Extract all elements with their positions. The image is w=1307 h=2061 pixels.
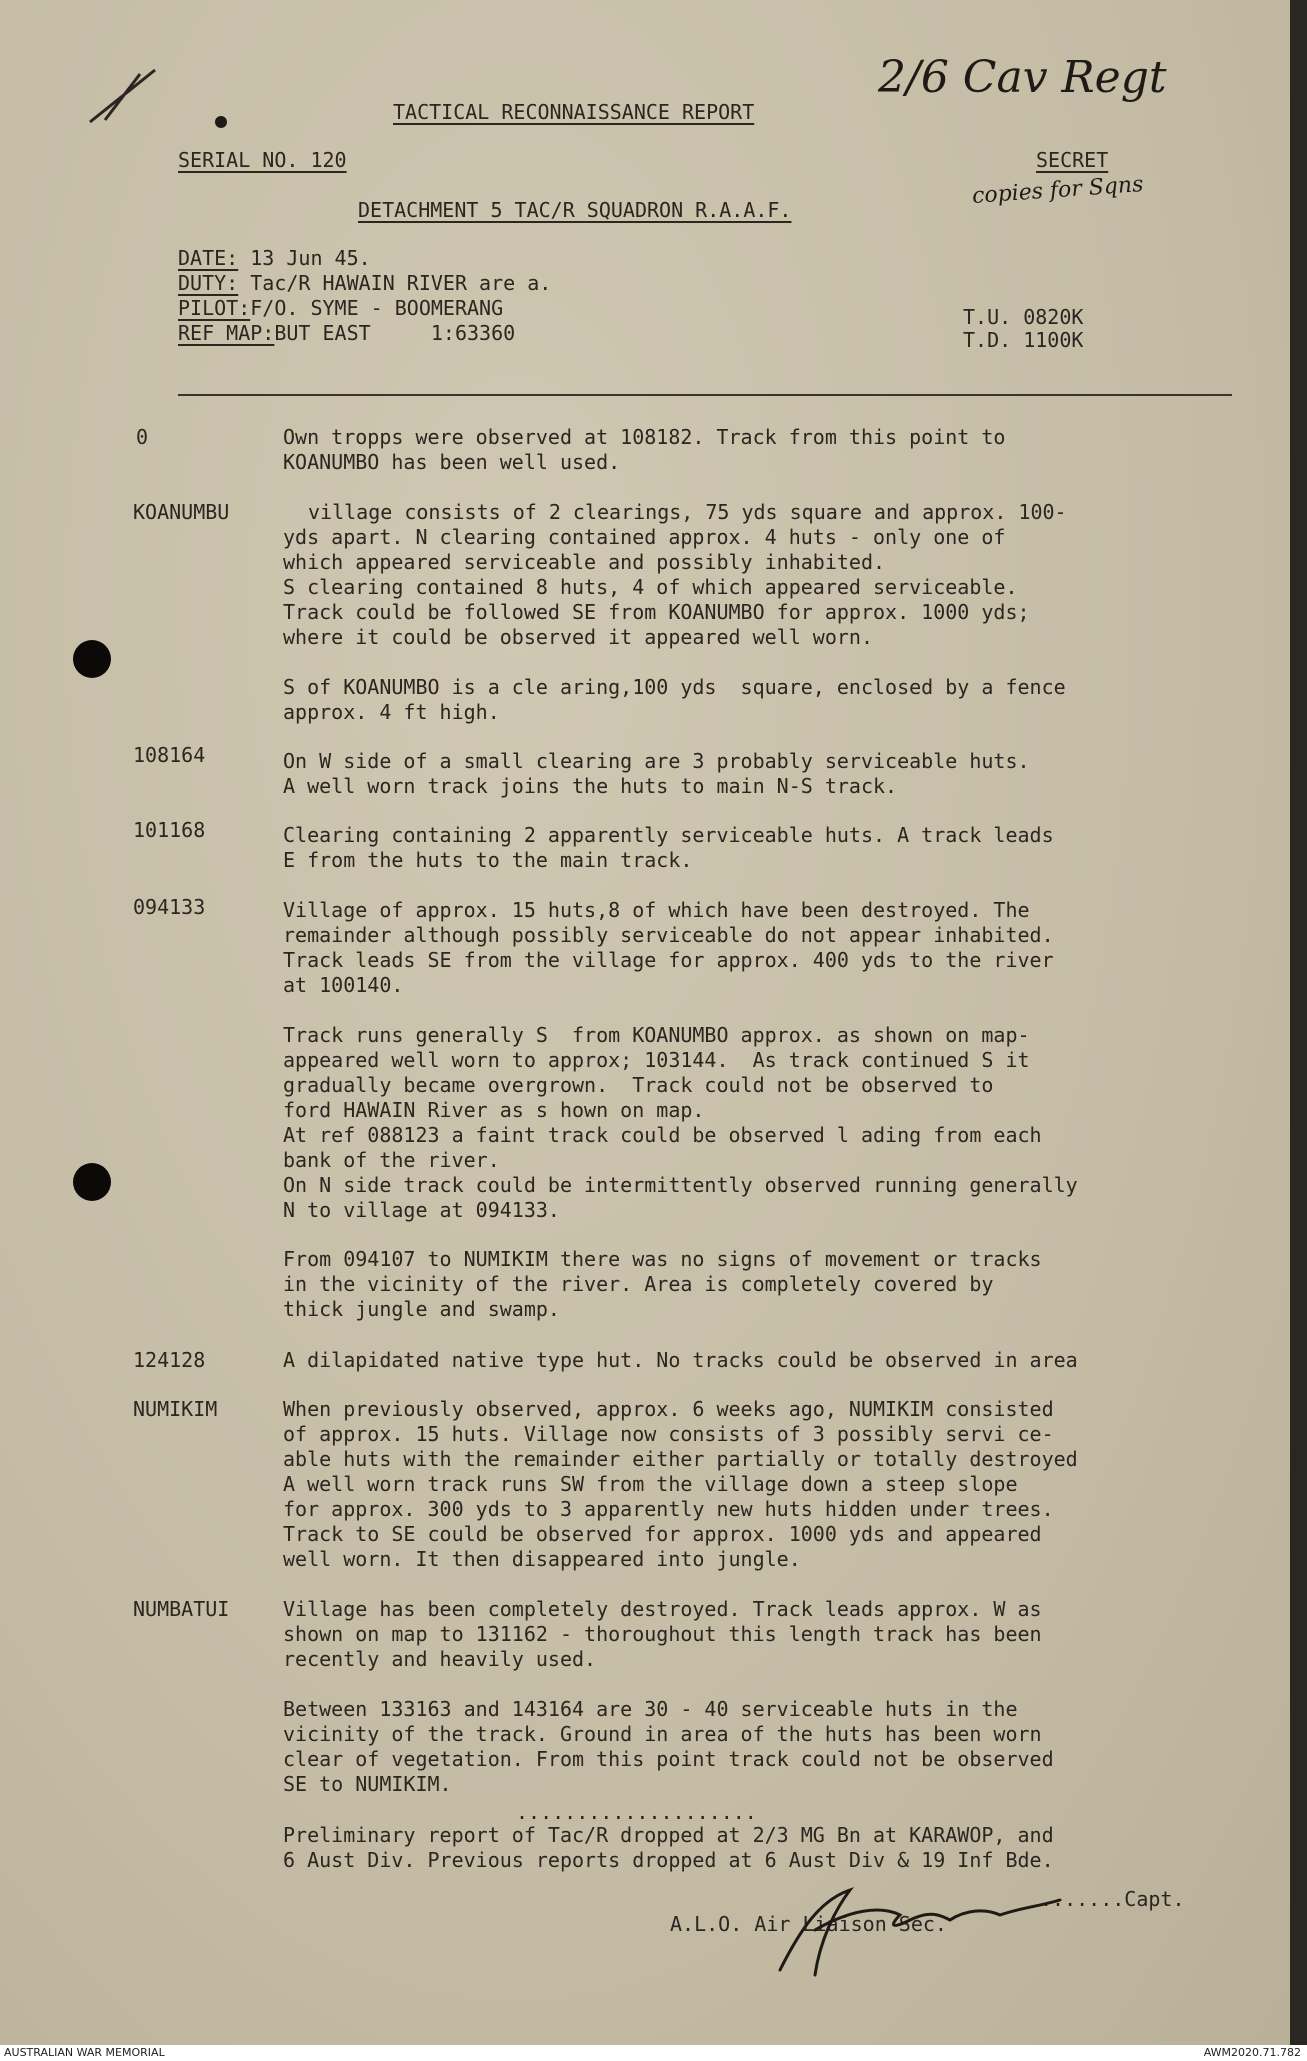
text-line: vicinity of the track. Ground in area of the huts has been worn — [283, 1722, 1042, 1746]
text-line: Track leads SE from the village for approx. 400 yds to the river — [283, 948, 1054, 972]
text-line: Clearing containing 2 apparently serviceable huts. A track leads — [283, 823, 1054, 847]
text-line: approx. 4 ft high. — [283, 700, 500, 724]
entry-text — [283, 823, 1054, 873]
text-line: A dilapidated native type hut. No tracks could be observed in area — [283, 1348, 1078, 1372]
entry-ref: 124128 — [133, 1348, 206, 1372]
entry-ref: 101168 — [133, 818, 206, 842]
touchdown-time: T.D. 1100K — [963, 328, 1084, 352]
footer-accession-number: AWM2020.71.782 — [1203, 2046, 1301, 2059]
ink-blot — [212, 112, 232, 132]
entry-ref: NUMBATUI — [133, 1597, 230, 1621]
header-divider — [178, 394, 1232, 396]
unit-line: DETACHMENT 5 TAC/R SQUADRON R.A.A.F. — [358, 198, 792, 222]
entry-text — [283, 1697, 1054, 1797]
text-line: N to village at 094133. — [283, 1198, 560, 1222]
text-line: shown on map to 131162 - thoroughout this length track has been — [283, 1622, 1042, 1646]
text-line: where it could be observed it appeared well worn. — [283, 625, 874, 649]
text-line: Preliminary report of Tac/R dropped at 2/3 MG Bn at KARAWOP, and — [283, 1823, 1054, 1847]
takeoff-time: T.U. 0820K — [963, 305, 1084, 329]
pilot-line — [178, 296, 503, 321]
entry-text — [283, 1023, 1078, 1223]
text-line: SE to NUMIKIM. — [283, 1772, 452, 1796]
handwritten-signature — [740, 1870, 1070, 1990]
entry-text — [283, 749, 1030, 799]
handwritten-copies-note: copies for Sqns — [971, 172, 1145, 209]
text-line: Village has been completely destroyed. Track leads approx. W as — [283, 1597, 1042, 1621]
entry-text — [283, 898, 1054, 998]
entry-text — [283, 1597, 1042, 1672]
entry-text — [283, 1348, 1078, 1373]
text-line: A well worn track joins the huts to main N-S track. — [283, 774, 898, 798]
text-line: yds apart. N clearing contained approx. 4 huts - only one of — [283, 525, 1006, 549]
text-line: On W side of a small clearing are 3 probably serviceable huts. — [283, 749, 1030, 773]
serial-number: SERIAL NO. 120 — [178, 148, 347, 172]
text-line: Between 133163 and 143164 are 30 - 40 serviceable huts in the — [283, 1697, 1018, 1721]
report-title: TACTICAL RECONNAISSANCE REPORT — [393, 100, 755, 124]
signature-office-line: A.L.O. Air Liaison Sec. — [670, 1912, 947, 1936]
text-line: for approx. 300 yds to 3 apparently new huts hidden under trees. — [283, 1497, 1054, 1521]
text-line: At ref 088123 a faint track could be observed l ading from each — [283, 1123, 1042, 1147]
entry-ref: 108164 — [133, 743, 206, 767]
handwritten-regiment: 2/6 Cav Regt — [878, 52, 1167, 103]
entry-text — [283, 675, 1066, 725]
duty-value: Tac/R HAWAIN RIVER are a. — [238, 271, 552, 295]
pilot-value: F/O. SYME - BOOMERANG — [250, 296, 504, 320]
text-line: From 094107 to NUMIKIM there was no signs of movement or tracks — [283, 1247, 1042, 1271]
entry-ref: KOANUMBU — [133, 500, 230, 524]
date-label: DATE: — [178, 246, 239, 270]
refmap-line — [178, 321, 515, 346]
text-line: Track could be followed SE from KOANUMBO for approx. 1000 yds; — [283, 600, 1030, 624]
entry-ref: 0 — [136, 425, 149, 449]
text-line: Own tropps were observed at 108182. Track from this point to — [283, 425, 1006, 449]
pilot-label: PILOT: — [178, 296, 251, 320]
entry-text — [283, 525, 1030, 650]
duty-line — [178, 271, 551, 296]
text-line: When previously observed, approx. 6 weeks ago, NUMIKIM consisted — [283, 1397, 1054, 1421]
text-line: Village of approx. 15 huts,8 of which have been destroyed. The — [283, 898, 1030, 922]
date-line — [178, 246, 371, 271]
text-line: KOANUMBO has been well used. — [283, 450, 621, 474]
text-line: E from the huts to the main track. — [283, 848, 693, 872]
text-line: in the vicinity of the river. Area is completely covered by — [283, 1272, 994, 1296]
entry-text — [283, 1397, 1078, 1572]
archive-footer — [0, 2045, 1307, 2061]
text-line: thick jungle and swamp. — [283, 1297, 560, 1321]
punch-hole-top — [73, 640, 111, 678]
text-line: Track runs generally S from KOANUMBO approx. as shown on map- — [283, 1023, 1030, 1047]
refmap-value: BUT EAST 1:63360 — [274, 321, 516, 345]
signature-rank-line: .......Capt. — [1040, 1887, 1185, 1911]
corner-pen-mark — [85, 62, 165, 132]
text-line: Track to SE could be observed for approx. 1000 yds and appeared — [283, 1522, 1042, 1546]
text-line: gradually became overgrown. Track could not be observed to — [283, 1073, 994, 1097]
entry-text — [283, 425, 1005, 475]
text-line: S of KOANUMBO is a cle aring,100 yds square, enclosed by a fence — [283, 675, 1066, 699]
punch-hole-bottom — [73, 1163, 111, 1201]
entry-ref: 094133 — [133, 895, 206, 919]
entry-ref: NUMIKIM — [133, 1397, 218, 1421]
text-line: recently and heavily used. — [283, 1647, 597, 1671]
text-line: S clearing contained 8 huts, 4 of which appeared serviceable. — [283, 575, 1018, 599]
text-line: ford HAWAIN River as s hown on map. — [283, 1098, 705, 1122]
text-line: of approx. 15 huts. Village now consists of 3 possibly servi ce- — [283, 1422, 1054, 1446]
entry-text — [283, 1247, 1042, 1322]
refmap-label: REF MAP: — [178, 321, 275, 345]
duty-label: DUTY: — [178, 271, 239, 295]
text-line: village consists of 2 clearings, 75 yds square and approx. 100- — [308, 500, 1067, 524]
closing-text — [283, 1823, 1054, 1873]
text-line: at 100140. — [283, 973, 404, 997]
dotted-separator: .................... — [516, 1800, 757, 1824]
text-line: which appeared serviceable and possibly inhabited. — [283, 550, 886, 574]
text-line: clear of vegetation. From this point track could not be observed — [283, 1747, 1054, 1771]
text-line: well worn. It then disappeared into jungle. — [283, 1547, 801, 1571]
date-value: 13 Jun 45. — [238, 246, 371, 270]
text-line: On N side track could be intermittently observed running generally — [283, 1173, 1078, 1197]
text-line: A well worn track runs SW from the village down a steep slope — [283, 1472, 1018, 1496]
text-line: 6 Aust Div. Previous reports dropped at 6 Aust Div & 19 Inf Bde. — [283, 1848, 1054, 1872]
text-line: bank of the river. — [283, 1148, 500, 1172]
footer-institution: AUSTRALIAN WAR MEMORIAL — [4, 2046, 165, 2059]
text-line: able huts with the remainder either partially or totally destroyed — [283, 1447, 1078, 1471]
text-line: remainder although possibly serviceable do not appear inhabited. — [283, 923, 1054, 947]
text-line: appeared well worn to approx; 103144. As track continued S it — [283, 1048, 1030, 1072]
entry-text — [308, 500, 1067, 525]
classification-label: SECRET — [1036, 148, 1109, 172]
